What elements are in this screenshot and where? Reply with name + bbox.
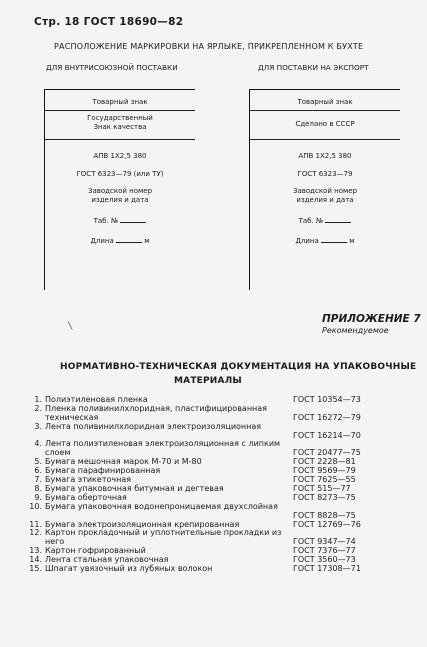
export-label xyxy=(249,89,400,290)
item-number: 14. xyxy=(29,555,42,565)
item-standard: ГОСТ 3560—73 xyxy=(293,555,356,565)
item-standard: ГОСТ 12769—76 xyxy=(293,519,361,529)
blank-field xyxy=(116,234,142,243)
list-item xyxy=(28,440,384,458)
item-number: 11. xyxy=(29,519,42,529)
blank-field xyxy=(321,234,347,243)
list-item xyxy=(28,565,384,574)
tab-number-field xyxy=(45,214,195,225)
item-name: Бумага парафинированная xyxy=(45,466,161,476)
item-name: Лента поливинилхлоридная электроизоляционная xyxy=(45,421,262,431)
item-name: Картон прокладочный и уплотнительные прокладки из него xyxy=(45,528,282,547)
item-standard: ГОСТ 16214—70 xyxy=(293,430,361,440)
item-name: Бумага упаковочная битумная и дегтевая xyxy=(45,483,224,493)
tab-label: Таб. № xyxy=(93,217,119,225)
length-field xyxy=(45,234,195,245)
item-standard: ГОСТ 515—77 xyxy=(293,483,351,493)
item-standard: ГОСТ 10354—73 xyxy=(293,395,361,404)
item-number: 9. xyxy=(34,492,42,502)
page-header: Стр. 18 ГОСТ 18690—82 xyxy=(34,16,184,28)
quality-mark-line2: Знак качества xyxy=(93,123,147,131)
list-item xyxy=(28,423,384,441)
documents-list xyxy=(28,396,384,574)
section-title: РАСПОЛОЖЕНИЕ МАРКИРОВКИ НА ЯРЛЫКЕ, ПРИКРЕПЛЕННОМ К БУХТЕ xyxy=(54,42,364,51)
tab-label: Таб. № xyxy=(298,217,324,225)
item-standard: ГОСТ 2228—81 xyxy=(293,457,356,467)
item-number: 7. xyxy=(34,475,42,485)
unit-label: м xyxy=(349,237,355,245)
domestic-label xyxy=(44,89,195,290)
item-name: Шпагат увязочный из лубяных волокон xyxy=(45,564,213,573)
item-name: Бумага оберточная xyxy=(45,492,127,502)
cable-mark: АПВ 1Х2,5 380 xyxy=(93,152,147,160)
blank-field xyxy=(325,214,351,223)
cable-mark: АПВ 1Х2,5 380 xyxy=(298,152,352,160)
item-number: 13. xyxy=(29,546,42,556)
standard-text: ГОСТ 6323—79 (или ТУ) xyxy=(76,170,164,178)
item-number: 5. xyxy=(34,457,42,467)
factory-number-line1: Заводской номер xyxy=(87,187,153,195)
appendix-title: ПРИЛОЖЕНИЕ 7 xyxy=(322,313,421,325)
length-label: Длина xyxy=(295,237,319,245)
stray-mark: ╲ xyxy=(68,322,73,330)
list-item xyxy=(28,503,384,521)
item-name: Лента стальная упаковочная xyxy=(45,555,169,565)
item-name: Бумага этикеточная xyxy=(45,475,132,485)
item-name: Бумага упаковочная водонепроницаемая двухслойная xyxy=(45,501,278,511)
item-name: Лента полиэтиленовая электроизоляционная с липким слоем xyxy=(45,439,281,458)
item-number: 6. xyxy=(34,466,42,476)
item-name: Пленка поливинилхлоридная, пластифицированная техническая xyxy=(45,403,267,422)
item-number: 4. xyxy=(34,439,42,449)
item-name: Картон гофрированный xyxy=(45,546,146,556)
item-standard: ГОСТ 8828—75 xyxy=(293,510,356,520)
origin-text: Сделано в СССР xyxy=(295,120,355,128)
item-number: 2. xyxy=(34,403,42,413)
item-number: 12. xyxy=(29,528,42,538)
item-name: Полиэтиленовая пленка xyxy=(45,395,148,404)
item-standard: ГОСТ 9569—79 xyxy=(293,466,356,476)
item-number: 1. xyxy=(34,395,42,404)
length-label: Длина xyxy=(90,237,114,245)
item-number: 15. xyxy=(29,564,42,573)
appendix-subtitle: Рекомендуемое xyxy=(322,326,389,335)
item-standard: ГОСТ 8273—75 xyxy=(293,492,356,502)
item-standard: ГОСТ 17308—71 xyxy=(293,564,361,573)
main-title-line1: НОРМАТИВНО-ТЕХНИЧЕСКАЯ ДОКУМЕНТАЦИЯ НА УПАКОВОЧНЫЕ xyxy=(60,362,417,372)
factory-number-line2: изделия и дата xyxy=(296,196,354,204)
divider xyxy=(45,110,195,111)
item-standard: ГОСТ 20477—75 xyxy=(293,448,361,458)
length-field xyxy=(250,234,400,245)
divider xyxy=(45,139,195,140)
divider xyxy=(250,110,400,111)
quality-mark-line1: Государственный xyxy=(87,114,153,122)
factory-number-line2: изделия и дата xyxy=(91,196,149,204)
trademark-text: Товарный знак xyxy=(92,98,148,106)
unit-label: м xyxy=(144,237,150,245)
item-standard: ГОСТ 7625—55 xyxy=(293,475,356,485)
main-title-line2: МАТЕРИАЛЫ xyxy=(174,376,242,386)
item-name: Бумага электроизоляционная крепированная xyxy=(45,519,240,529)
list-item xyxy=(28,529,384,547)
item-number: 3. xyxy=(34,421,42,431)
standard-text: ГОСТ 6323—79 xyxy=(297,170,353,178)
right-column-heading: ДЛЯ ПОСТАВКИ НА ЭКСПОРТ xyxy=(258,63,369,72)
list-item xyxy=(28,405,384,423)
factory-number-line1: Заводской номер xyxy=(292,187,358,195)
trademark-text: Товарный знак xyxy=(297,98,353,106)
item-standard: ГОСТ 16272—79 xyxy=(293,412,361,422)
item-standard: ГОСТ 9347—74 xyxy=(293,537,356,547)
item-number: 8. xyxy=(34,483,42,493)
item-name: Бумага мешочная марок М-70 и М-80 xyxy=(45,457,202,467)
divider xyxy=(250,139,400,140)
left-column-heading: ДЛЯ ВНУТРИСОЮЗНОЙ ПОСТАВКИ xyxy=(46,63,178,72)
item-standard: ГОСТ 7376—77 xyxy=(293,546,356,556)
blank-field xyxy=(120,214,146,223)
item-number: 10. xyxy=(29,501,42,511)
tab-number-field xyxy=(250,214,400,225)
